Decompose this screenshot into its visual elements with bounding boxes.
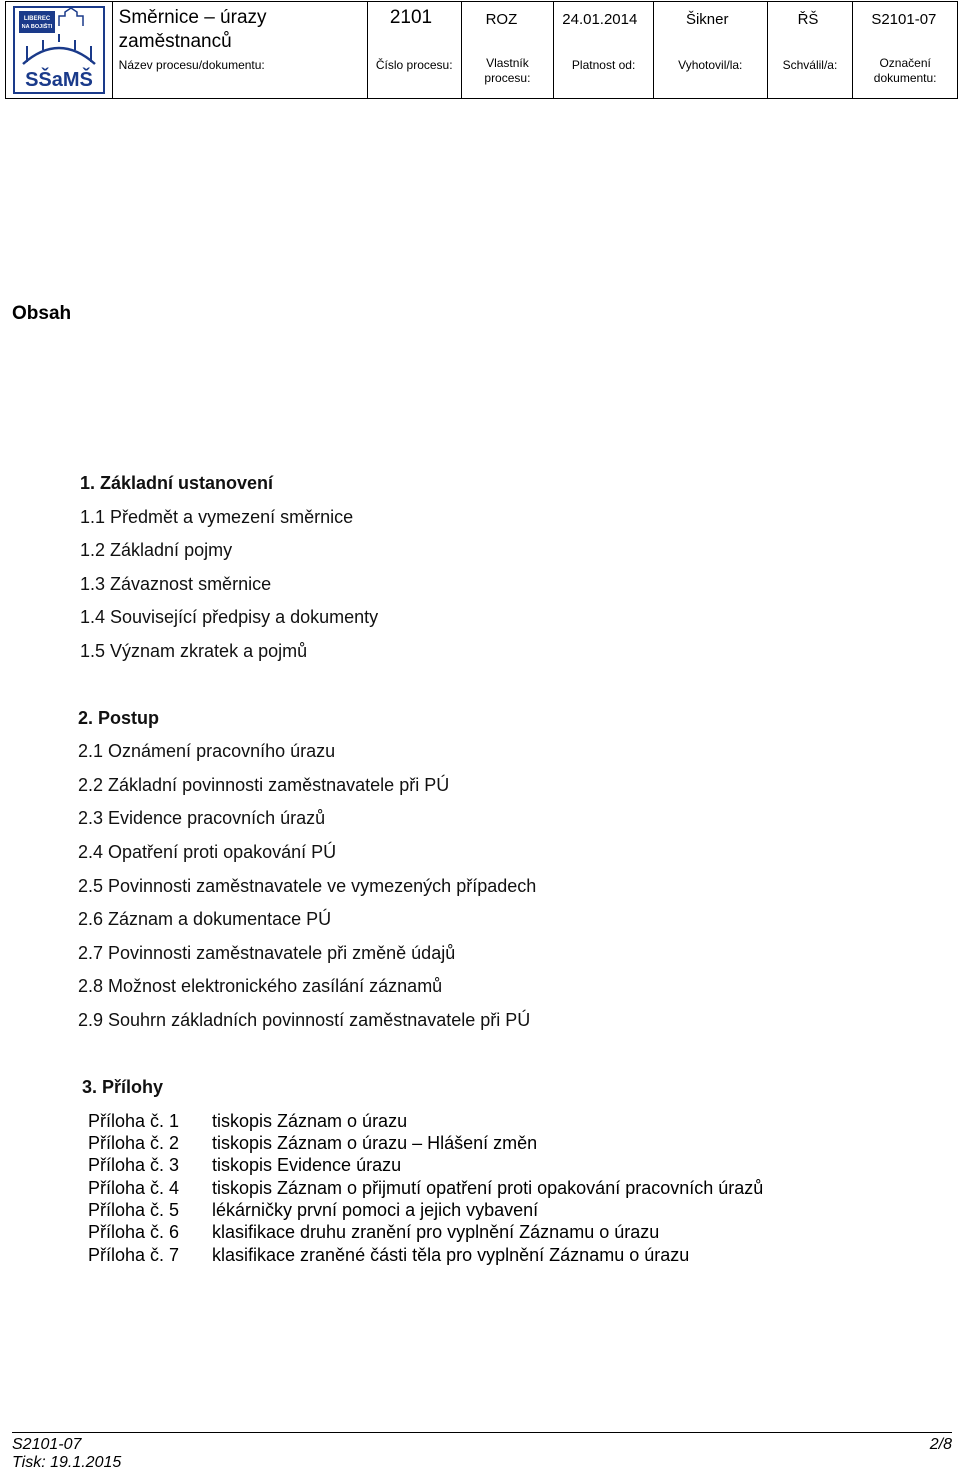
doc-id-value: S2101-07	[871, 11, 937, 28]
footer-page-number: 2/8	[929, 1436, 952, 1453]
contents-title: Obsah	[12, 303, 72, 324]
toc-item: 2.5 Povinnosti zaměstnavatele ve vymezených případech	[78, 876, 537, 896]
approved-value: ŘŠ	[797, 11, 819, 28]
toc-item: 2.4 Opatření proti opakování PÚ	[78, 842, 337, 862]
process-name-value: Směrnice – úrazy zaměstnanců	[118, 7, 267, 52]
doc-id-label: Označení dokumentu:	[873, 56, 937, 85]
author-cell	[654, 2, 768, 98]
approved-label: Schválil/a:	[782, 58, 838, 72]
appendix-label: Příloha č. 3	[88, 1155, 180, 1175]
author-value: Šikner	[685, 11, 729, 28]
svg-text:LIBEREC: LIBEREC	[23, 16, 50, 22]
toc-item: 2.6 Záznam a dokumentace PÚ	[78, 909, 332, 929]
appendix-desc: tiskopis Záznam o úrazu	[212, 1111, 408, 1131]
approved-cell	[768, 2, 854, 98]
process-owner-label: Vlastník procesu:	[484, 56, 531, 85]
appendix-label: Příloha č. 5	[88, 1200, 180, 1220]
doc-id-cell	[853, 2, 957, 98]
toc-item: 1. Základní ustanovení	[80, 473, 274, 493]
appendix-desc: tiskopis Záznam o přijmutí opatření proti opakování pracovních úrazů	[212, 1178, 764, 1198]
toc-item: 2.1 Oznámení pracovního úrazu	[78, 741, 336, 761]
appendix-desc: klasifikace druhu zranění pro vyplnění Záznamu o úrazu	[212, 1222, 660, 1242]
process-owner-cell	[462, 2, 555, 98]
appendix-label: Příloha č. 4	[88, 1178, 180, 1198]
appendix-desc: klasifikace zraněné části těla pro vyplnění Záznamu o úrazu	[212, 1245, 690, 1265]
valid-from-label: Platnost od:	[571, 58, 636, 72]
toc-item: 1.5 Význam zkratek a pojmů	[80, 641, 308, 661]
toc-item: 1.4 Související předpisy a dokumenty	[80, 607, 379, 627]
appendix-label: Příloha č. 6	[88, 1222, 180, 1242]
valid-from-value: 24.01.2014	[562, 11, 638, 28]
toc-item: 3. Přílohy	[82, 1077, 164, 1097]
footer-divider	[12, 1432, 952, 1433]
valid-from-cell	[554, 2, 654, 98]
toc-item: 1.3 Závaznost směrnice	[80, 574, 272, 594]
toc-item: 2. Postup	[78, 708, 160, 728]
appendix-label: Příloha č. 2	[88, 1133, 180, 1153]
school-logo	[6, 2, 113, 98]
process-number-cell	[368, 2, 462, 98]
appendix-label: Příloha č. 1	[88, 1111, 180, 1131]
appendix-desc: tiskopis Záznam o úrazu – Hlášení změn	[212, 1133, 538, 1153]
appendix-desc: tiskopis Evidence úrazu	[212, 1155, 402, 1175]
toc-item: 1.2 Základní pojmy	[80, 540, 233, 560]
footer-doc-id: S2101-07	[12, 1436, 82, 1453]
process-name-cell	[113, 2, 368, 98]
footer-print-date: Tisk: 19.1.2015	[12, 1454, 122, 1471]
process-owner-value: ROZ	[485, 11, 518, 28]
svg-text:NA BOJIŠTI: NA BOJIŠTI	[21, 24, 53, 30]
toc-item: 2.3 Evidence pracovních úrazů	[78, 808, 326, 828]
document-header	[5, 1, 958, 99]
appendix-label: Příloha č. 7	[88, 1245, 180, 1265]
appendix-desc: lékárničky první pomoci a jejich vybavení	[212, 1200, 539, 1220]
toc-item: 1.1 Předmět a vymezení směrnice	[80, 507, 354, 527]
toc-item: 2.2 Základní povinnosti zaměstnavatele při PÚ	[78, 775, 450, 795]
toc-item: 2.9 Souhrn základních povinností zaměstnavatele při PÚ	[78, 1010, 531, 1030]
author-label: Vyhotovil/la:	[678, 58, 743, 72]
process-number-value: 2101	[389, 7, 433, 28]
svg-text:SŠaMŠ: SŠaMŠ	[24, 69, 93, 91]
process-number-label: Číslo procesu:	[375, 58, 453, 72]
process-name-label: Název procesu/dokumentu:	[118, 58, 265, 72]
toc-item: 2.8 Možnost elektronického zasílání záznamů	[78, 976, 443, 996]
toc-item: 2.7 Povinnosti zaměstnavatele při změně údajů	[78, 943, 456, 963]
sssams-logo-icon	[13, 6, 105, 94]
